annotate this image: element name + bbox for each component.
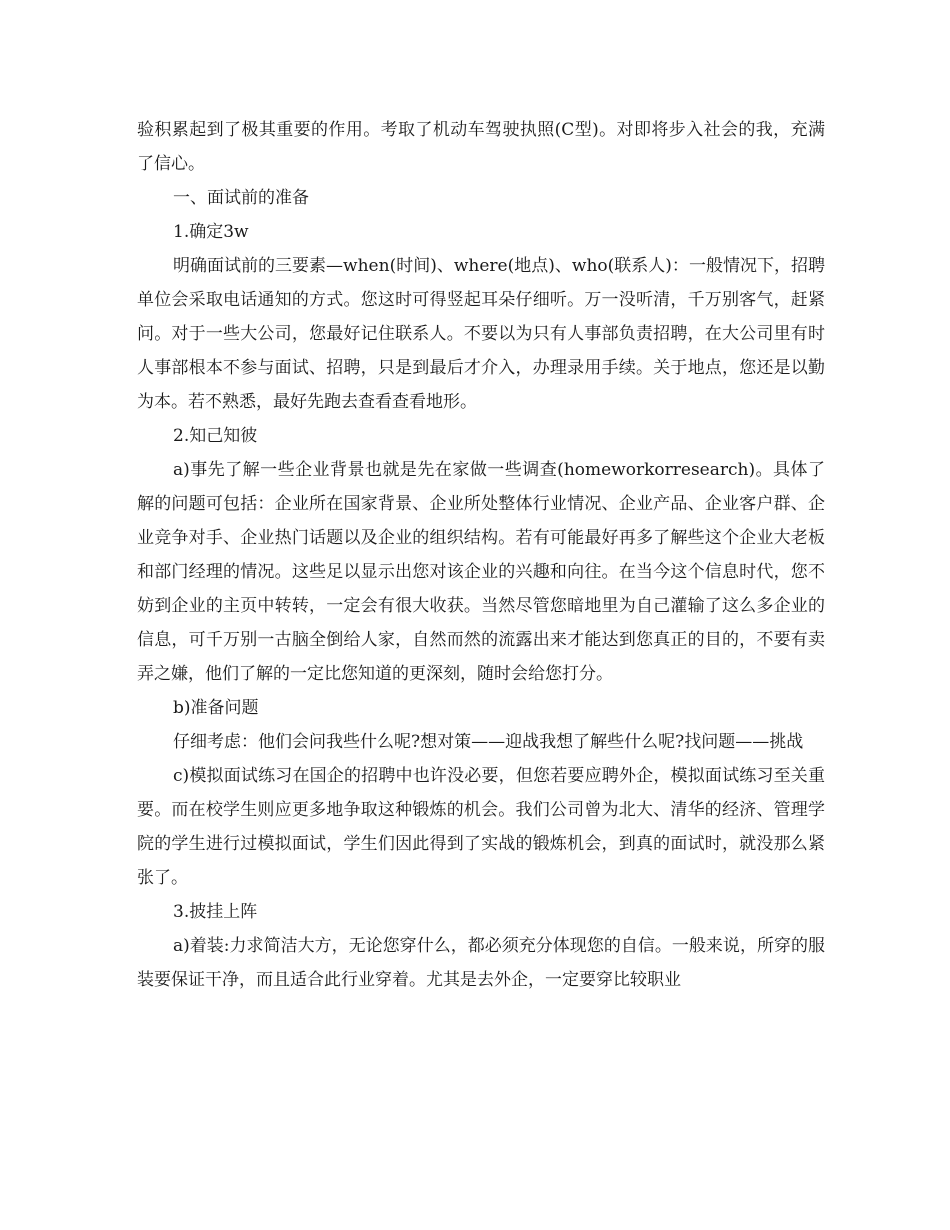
subheading-confirm-3w: 1.确定3w bbox=[173, 222, 249, 242]
paragraph-continuation: 验积累起到了极其重要的作用。考取了机动车驾驶执照(C型)。对即将步入社会的我，充满了信心。 bbox=[137, 120, 825, 174]
paragraph-attire: a)着装:力求简洁大方，无论您穿什么，都必须充分体现您的自信。一般来说，所穿的服装要保证干净，而且适合此行业穿着。尤其是去外企，一定要穿比较职业 bbox=[137, 936, 825, 990]
paragraph-company-research: a)事先了解一些企业背景也就是先在家做一些调查(homeworkorresearch)。具体了解的问题可包括：企业所在国家背景、企业所处整体行业情况、企业产品、企业客户群、企业竞争对手、企业热门话题以及企业的组织结构。若有可能最好再多了解些这个企业大老板和部门经理的情况。这些足以显示出您对该企业的兴趣和向往。在当今这个信息时代，您不妨到企业的主页中转转，一定会有很大收获。当然尽管您暗地里为自己灌输了这么多企业的信息，可千万别一古脑全倒给人家，自然而然的流露出来才能达到您真正的目的，不要有卖弄之嫌，他们了解的一定比您知道的更深刻，随时会给您打分。 bbox=[137, 460, 825, 684]
subheading-go-to-battle: 3.披挂上阵 bbox=[173, 902, 258, 922]
paragraph-consider-questions: 仔细考虑：他们会问我些什么呢?想对策——迎战我想了解些什么呢?找问题——挑战 bbox=[173, 732, 804, 752]
paragraph-three-elements: 明确面试前的三要素—when(时间)、where(地点)、who(联系人)：一般情况下，招聘单位会采取电话通知的方式。您这时可得竖起耳朵仔细听。万一没听清，千万别客气，赶紧问。对于一些大公司，您最好记住联系人。不要以为只有人事部负责招聘，在大公司里有时人事部根本不参与面试、招聘，只是到最后才介入，办理录用手续。关于地点，您还是以勤为本。若不熟悉，最好先跑去查看查看地形。 bbox=[137, 256, 825, 412]
paragraph-mock-interview: c)模拟面试练习在国企的招聘中也许没必要，但您若要应聘外企，模拟面试练习至关重要。而在校学生则应更多地争取这种锻炼的机会。我们公司曾为北大、清华的经济、管理学院的学生进行过模拟面试，学生们因此得到了实战的锻炼机会，到真的面试时，就没那么紧张了。 bbox=[137, 766, 825, 888]
section-heading-preparation: 一、面试前的准备 bbox=[173, 188, 309, 208]
subheading-prepare-questions: b)准备问题 bbox=[173, 698, 259, 718]
subheading-know-yourself: 2.知己知彼 bbox=[173, 426, 258, 446]
document-body bbox=[137, 113, 825, 997]
